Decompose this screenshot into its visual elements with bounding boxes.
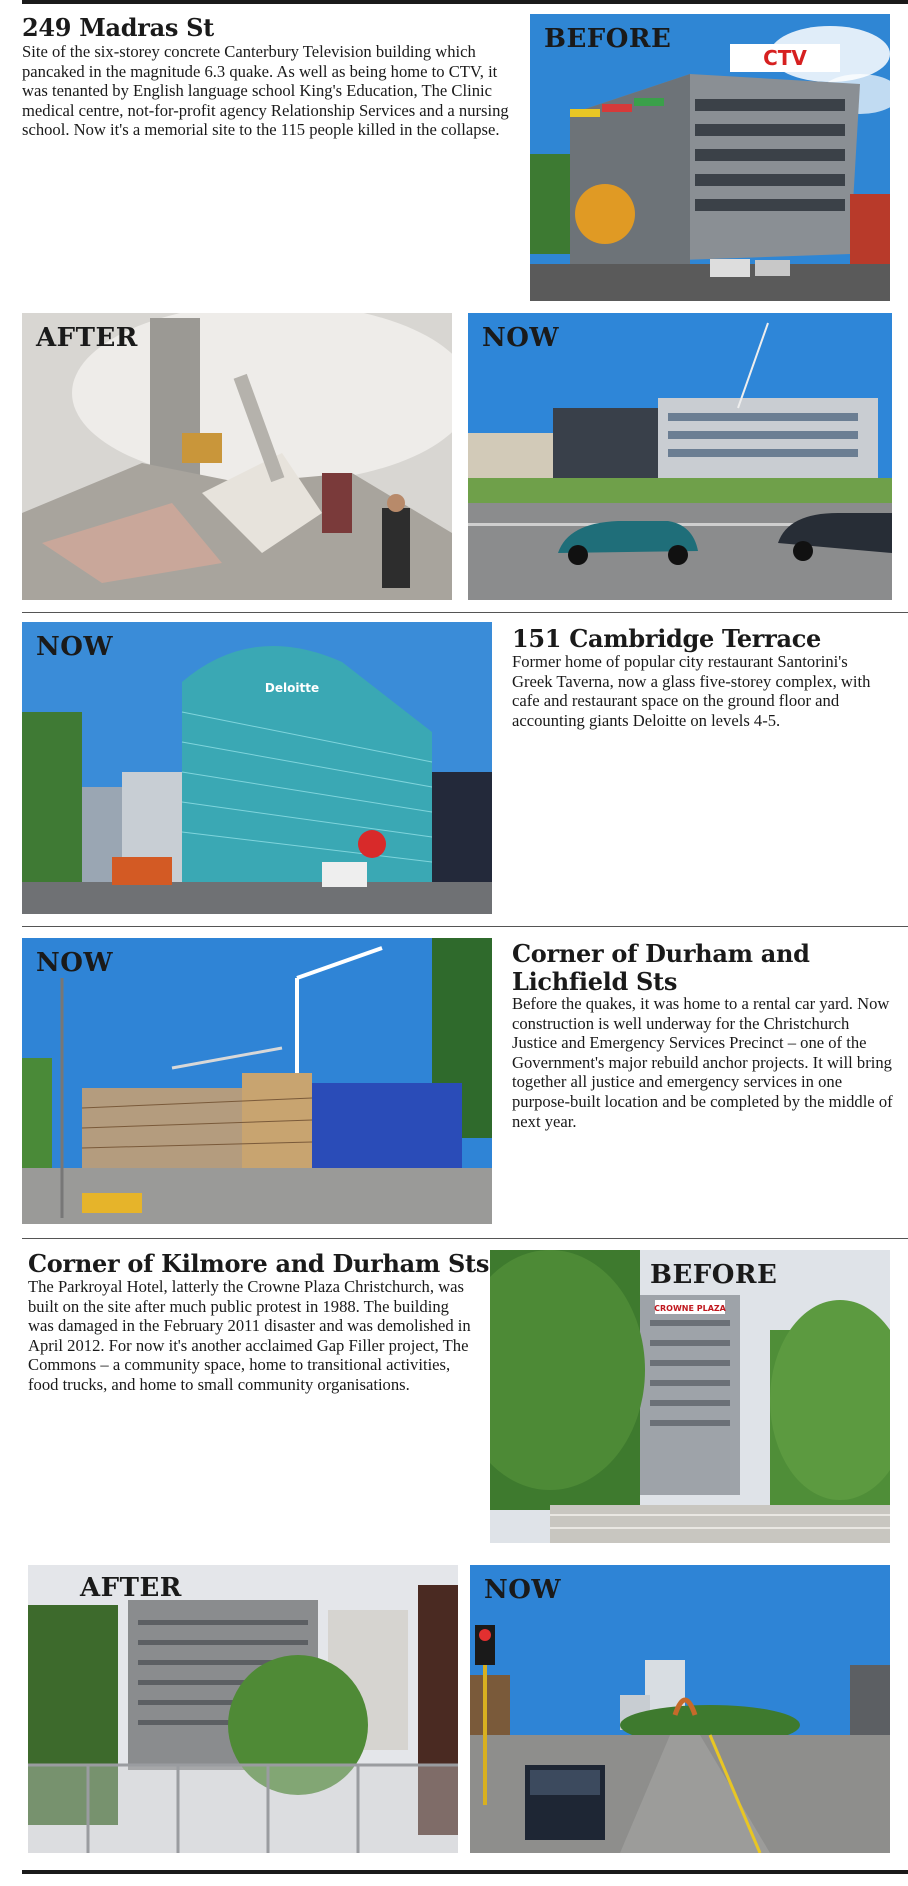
- photo-kilmore-now: [470, 1565, 890, 1853]
- ctv-sign-text: CTV: [763, 46, 807, 70]
- photo-ctv-before: [530, 14, 890, 301]
- bottom-rule: [22, 1870, 908, 1874]
- section-heading-kilmore-durham: Corner of Kilmore and Durham Sts: [28, 1249, 490, 1278]
- photo-durham-lichfield-now: [22, 938, 492, 1224]
- crowne-sign-text: CROWNE PLAZA: [654, 1304, 726, 1313]
- photo-kilmore-before: [490, 1250, 890, 1543]
- photo-label-now-4: NOW: [484, 1575, 562, 1605]
- section-body-kilmore-durham: The Parkroyal Hotel, latterly the Crowne Plaza Christchurch, was built on the site after much public protest in 1988. The building was damaged in the February 2011 disaster and was demolished in April 2012. For now it's another acclaimed Gap Filler project, The Commons – a community space, home to transitional activities, food trucks, and home to small community organisations.: [28, 1277, 471, 1394]
- photo-label-now-3: NOW: [36, 948, 114, 978]
- section-divider-3: [22, 1238, 908, 1239]
- photo-cambridge-now: [22, 622, 492, 914]
- section-heading-durham-lichfield: Corner of Durham and Lichfield Sts: [512, 939, 810, 996]
- section-body-durham-lichfield: Before the quakes, it was home to a rental car yard. Now construction is well underway for the Christchurch Justice and Emergency Services Precinct – one of the Government's major rebuild anchor projects. It will bring together all justice and emergency services in one purpose-built location and be completed by the middle of next year.: [512, 994, 893, 1131]
- photo-label-after: AFTER: [36, 323, 138, 353]
- section-divider-2: [22, 926, 908, 927]
- photo-ctv-now: [468, 313, 892, 600]
- section-body-madras: Site of the six-storey concrete Canterbury Television building which pancaked in the magnitude 6.3 quake. As well as being home to CTV, it was tenanted by English language school King's Education, The Clinic medical centre, not-for-profit agency Relationship Services and a nursing school. Now it's a memorial site to the 115 people killed in the collapse.: [22, 42, 509, 140]
- section-divider-1: [22, 612, 908, 613]
- section-heading-cambridge: 151 Cambridge Terrace: [512, 624, 822, 653]
- photo-label-after-2: AFTER: [80, 1573, 182, 1603]
- photo-label-before: BEFORE: [544, 24, 672, 54]
- photo-label-now: NOW: [482, 323, 560, 353]
- photo-label-before-2: BEFORE: [650, 1260, 778, 1290]
- top-rule: [22, 0, 908, 4]
- deloitte-sign-text: Deloitte: [264, 681, 320, 695]
- section-body-cambridge: Former home of popular city restaurant Santorini's Greek Taverna, now a glass five-storey complex, with cafe and restaurant space on the ground floor and accounting giants Deloitte on levels 4-5.: [512, 652, 871, 730]
- photo-ctv-after: [22, 313, 452, 600]
- section-heading-madras: 249 Madras St: [22, 13, 214, 42]
- photo-label-now-2: NOW: [36, 632, 114, 662]
- photo-kilmore-after: [28, 1565, 458, 1853]
